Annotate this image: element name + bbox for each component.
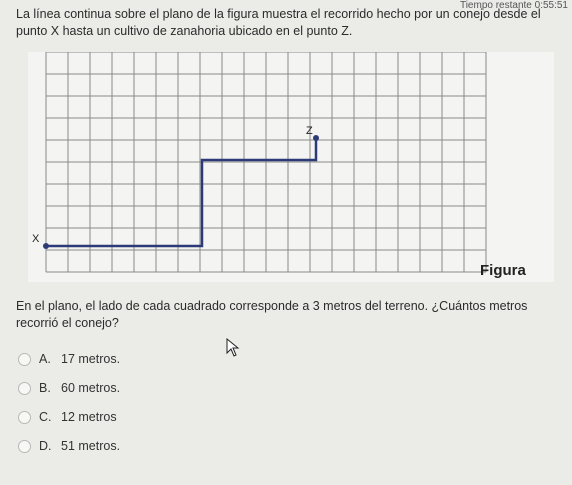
point-z-marker bbox=[313, 135, 319, 141]
option-b[interactable] bbox=[18, 377, 120, 399]
radio-a[interactable] bbox=[18, 353, 31, 366]
point-z-label: Z bbox=[306, 125, 313, 137]
option-a-text: 17 metros. bbox=[61, 352, 121, 366]
question-text: En el plano, el lado de cada cuadrado corresponde a 3 metros del terreno. ¿Cuántos metros recorrió el conejo? bbox=[16, 299, 528, 330]
option-b-text: 60 metros. bbox=[61, 381, 121, 395]
option-b-letter: B. bbox=[39, 381, 51, 395]
radio-d[interactable] bbox=[18, 440, 31, 453]
answer-options bbox=[18, 348, 120, 464]
option-a-letter: A. bbox=[39, 352, 51, 366]
figure-caption: Figura bbox=[480, 262, 526, 279]
mouse-cursor-icon bbox=[226, 338, 240, 363]
option-c-letter: C. bbox=[39, 410, 52, 424]
option-c-text: 12 metros bbox=[61, 410, 117, 424]
option-c[interactable] bbox=[18, 406, 120, 428]
time-remaining: Tiempo restante 0:55:51 bbox=[459, 0, 568, 11]
option-d-letter: D. bbox=[39, 439, 52, 453]
grid-lines bbox=[46, 52, 486, 272]
question-prompt: La línea continua sobre el plano de la figura muestra el recorrido hecho por un conejo desde el punto X hasta un cultivo de zanahoria ubicado en el punto Z. bbox=[16, 7, 541, 38]
grid-plane bbox=[28, 52, 554, 282]
grid-figure bbox=[28, 52, 554, 282]
option-d[interactable] bbox=[18, 435, 120, 457]
radio-c[interactable] bbox=[18, 411, 31, 424]
point-x-label: X bbox=[32, 233, 40, 245]
radio-b[interactable] bbox=[18, 382, 31, 395]
rabbit-path bbox=[46, 138, 316, 246]
option-d-text: 51 metros. bbox=[61, 439, 121, 453]
point-x-marker bbox=[43, 243, 49, 249]
option-a[interactable] bbox=[18, 348, 120, 370]
